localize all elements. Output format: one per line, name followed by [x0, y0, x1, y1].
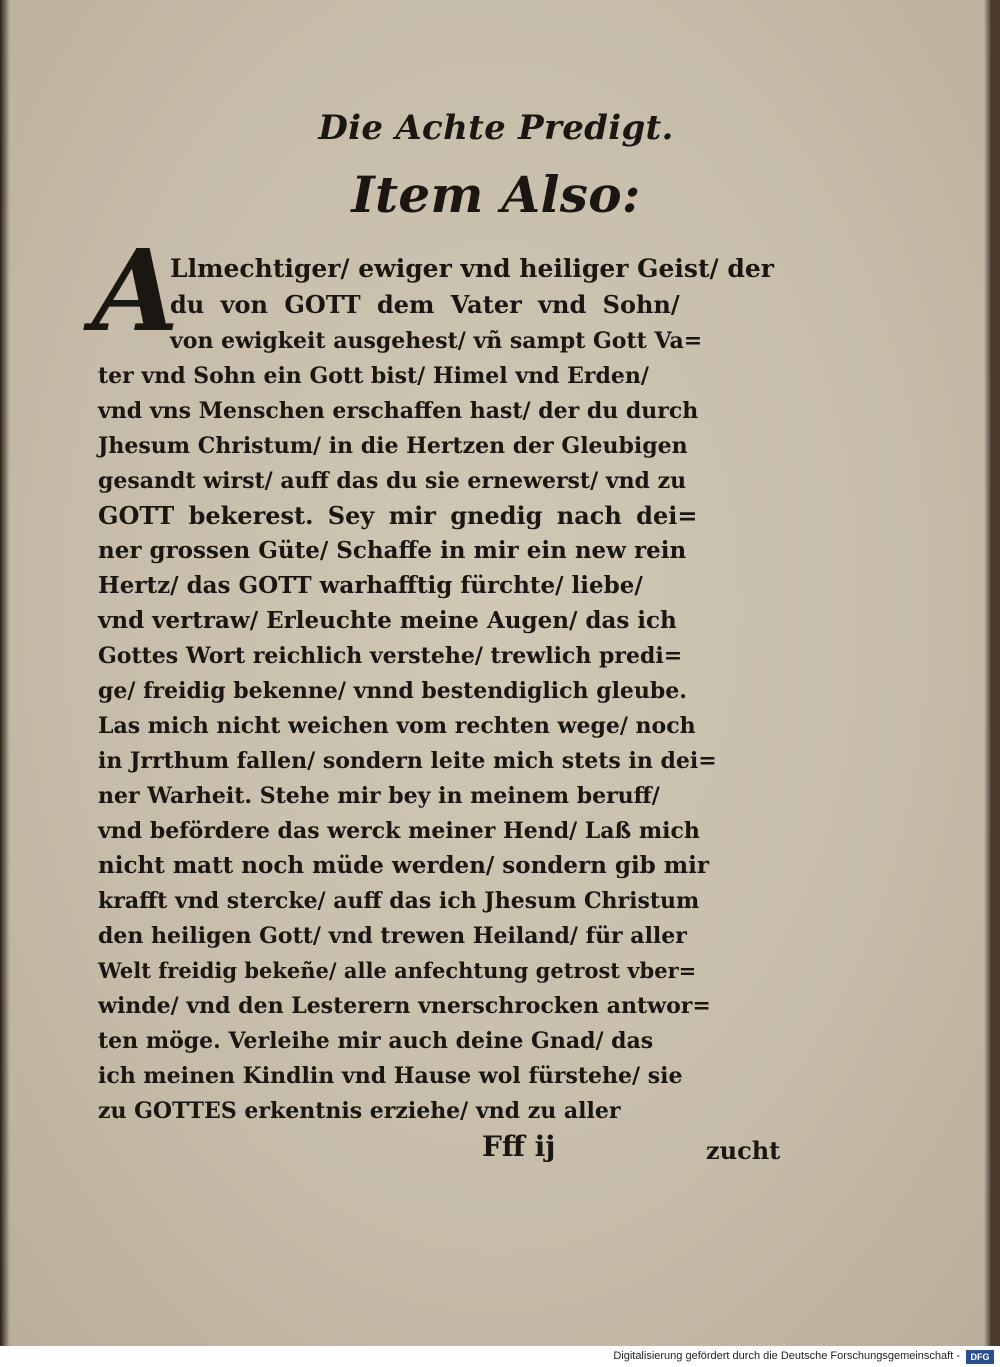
text-line-14: Las mich nicht weichen vom rechten wege/ noch: [98, 713, 696, 739]
text-line-17: vnd befördere das werck meiner Hend/ Laß mich: [98, 818, 700, 844]
signature-mark: Fff ij: [482, 1130, 556, 1163]
drop-cap: A: [92, 226, 179, 357]
text-line-10: Hertz/ das GOTT warhafftig fürchte/ liebe/: [98, 572, 643, 599]
text-line-12: Gottes Wort reichlich verstehe/ trewlich predi=: [98, 643, 683, 669]
text-line-1: Llmechtiger/ ewiger vnd heiliger Geist/ der: [170, 254, 774, 283]
text-line-9: ner grossen Güte/ Schaffe in mir ein new rein: [98, 537, 687, 564]
catchword: zucht: [706, 1136, 781, 1165]
text-line-11: vnd vertraw/ Erleuchte meine Augen/ das ich: [98, 607, 677, 634]
text-line-25: zu GOTTES erkentnis erziehe/ vnd zu aller: [98, 1098, 621, 1124]
text-line-22: winde/ vnd den Lesterern vnerschrocken antwor=: [98, 993, 711, 1019]
text-line-4: ter vnd Sohn ein Gott bist/ Himel vnd Erden/: [98, 363, 649, 389]
text-line-21: Welt freidig bekeñe/ alle anfechtung getrost vber=: [98, 958, 697, 983]
running-head: Die Achte Predigt.: [318, 108, 674, 148]
text-line-19: krafft vnd stercke/ auff das ich Jhesum Christum: [98, 888, 700, 914]
text-line-3: von ewigkeit ausgehest/ vñ sampt Gott Va=: [170, 328, 703, 354]
funding-notice: Digitalisierung gefördert durch die Deutsche Forschungsgemeinschaft -: [613, 1350, 960, 1362]
text-line-24: ich meinen Kindlin vnd Hause wol fürstehe/ sie: [98, 1063, 683, 1089]
dfg-logo: DFG: [966, 1350, 994, 1364]
text-line-2: du von GOTT dem Vater vnd Sohn/: [170, 290, 680, 319]
text-line-16: ner Warheit. Stehe mir bey in meinem beruff/: [98, 783, 660, 809]
text-line-8: GOTT bekerest. Sey mir gnedig nach dei=: [98, 501, 698, 530]
text-line-6: Jhesum Christum/ in die Hertzen der Gleubigen: [98, 433, 688, 459]
text-line-18: nicht matt noch müde werden/ sondern gib mir: [98, 852, 709, 879]
text-line-20: den heiligen Gott/ vnd trewen Heiland/ für aller: [98, 923, 687, 949]
text-line-5: vnd vns Menschen erschaffen hast/ der du durch: [98, 398, 699, 424]
text-line-7: gesandt wirst/ auff das du sie ernewerst/ vnd zu: [98, 468, 687, 494]
text-line-13: ge/ freidig bekenne/ vnnd bestendiglich gleube.: [98, 678, 687, 704]
text-line-23: ten möge. Verleihe mir auch deine Gnad/ das: [98, 1028, 654, 1054]
text-line-15: in Jrrthum fallen/ sondern leite mich stets in dei=: [98, 748, 717, 774]
page-title: Item Also:: [351, 165, 641, 224]
